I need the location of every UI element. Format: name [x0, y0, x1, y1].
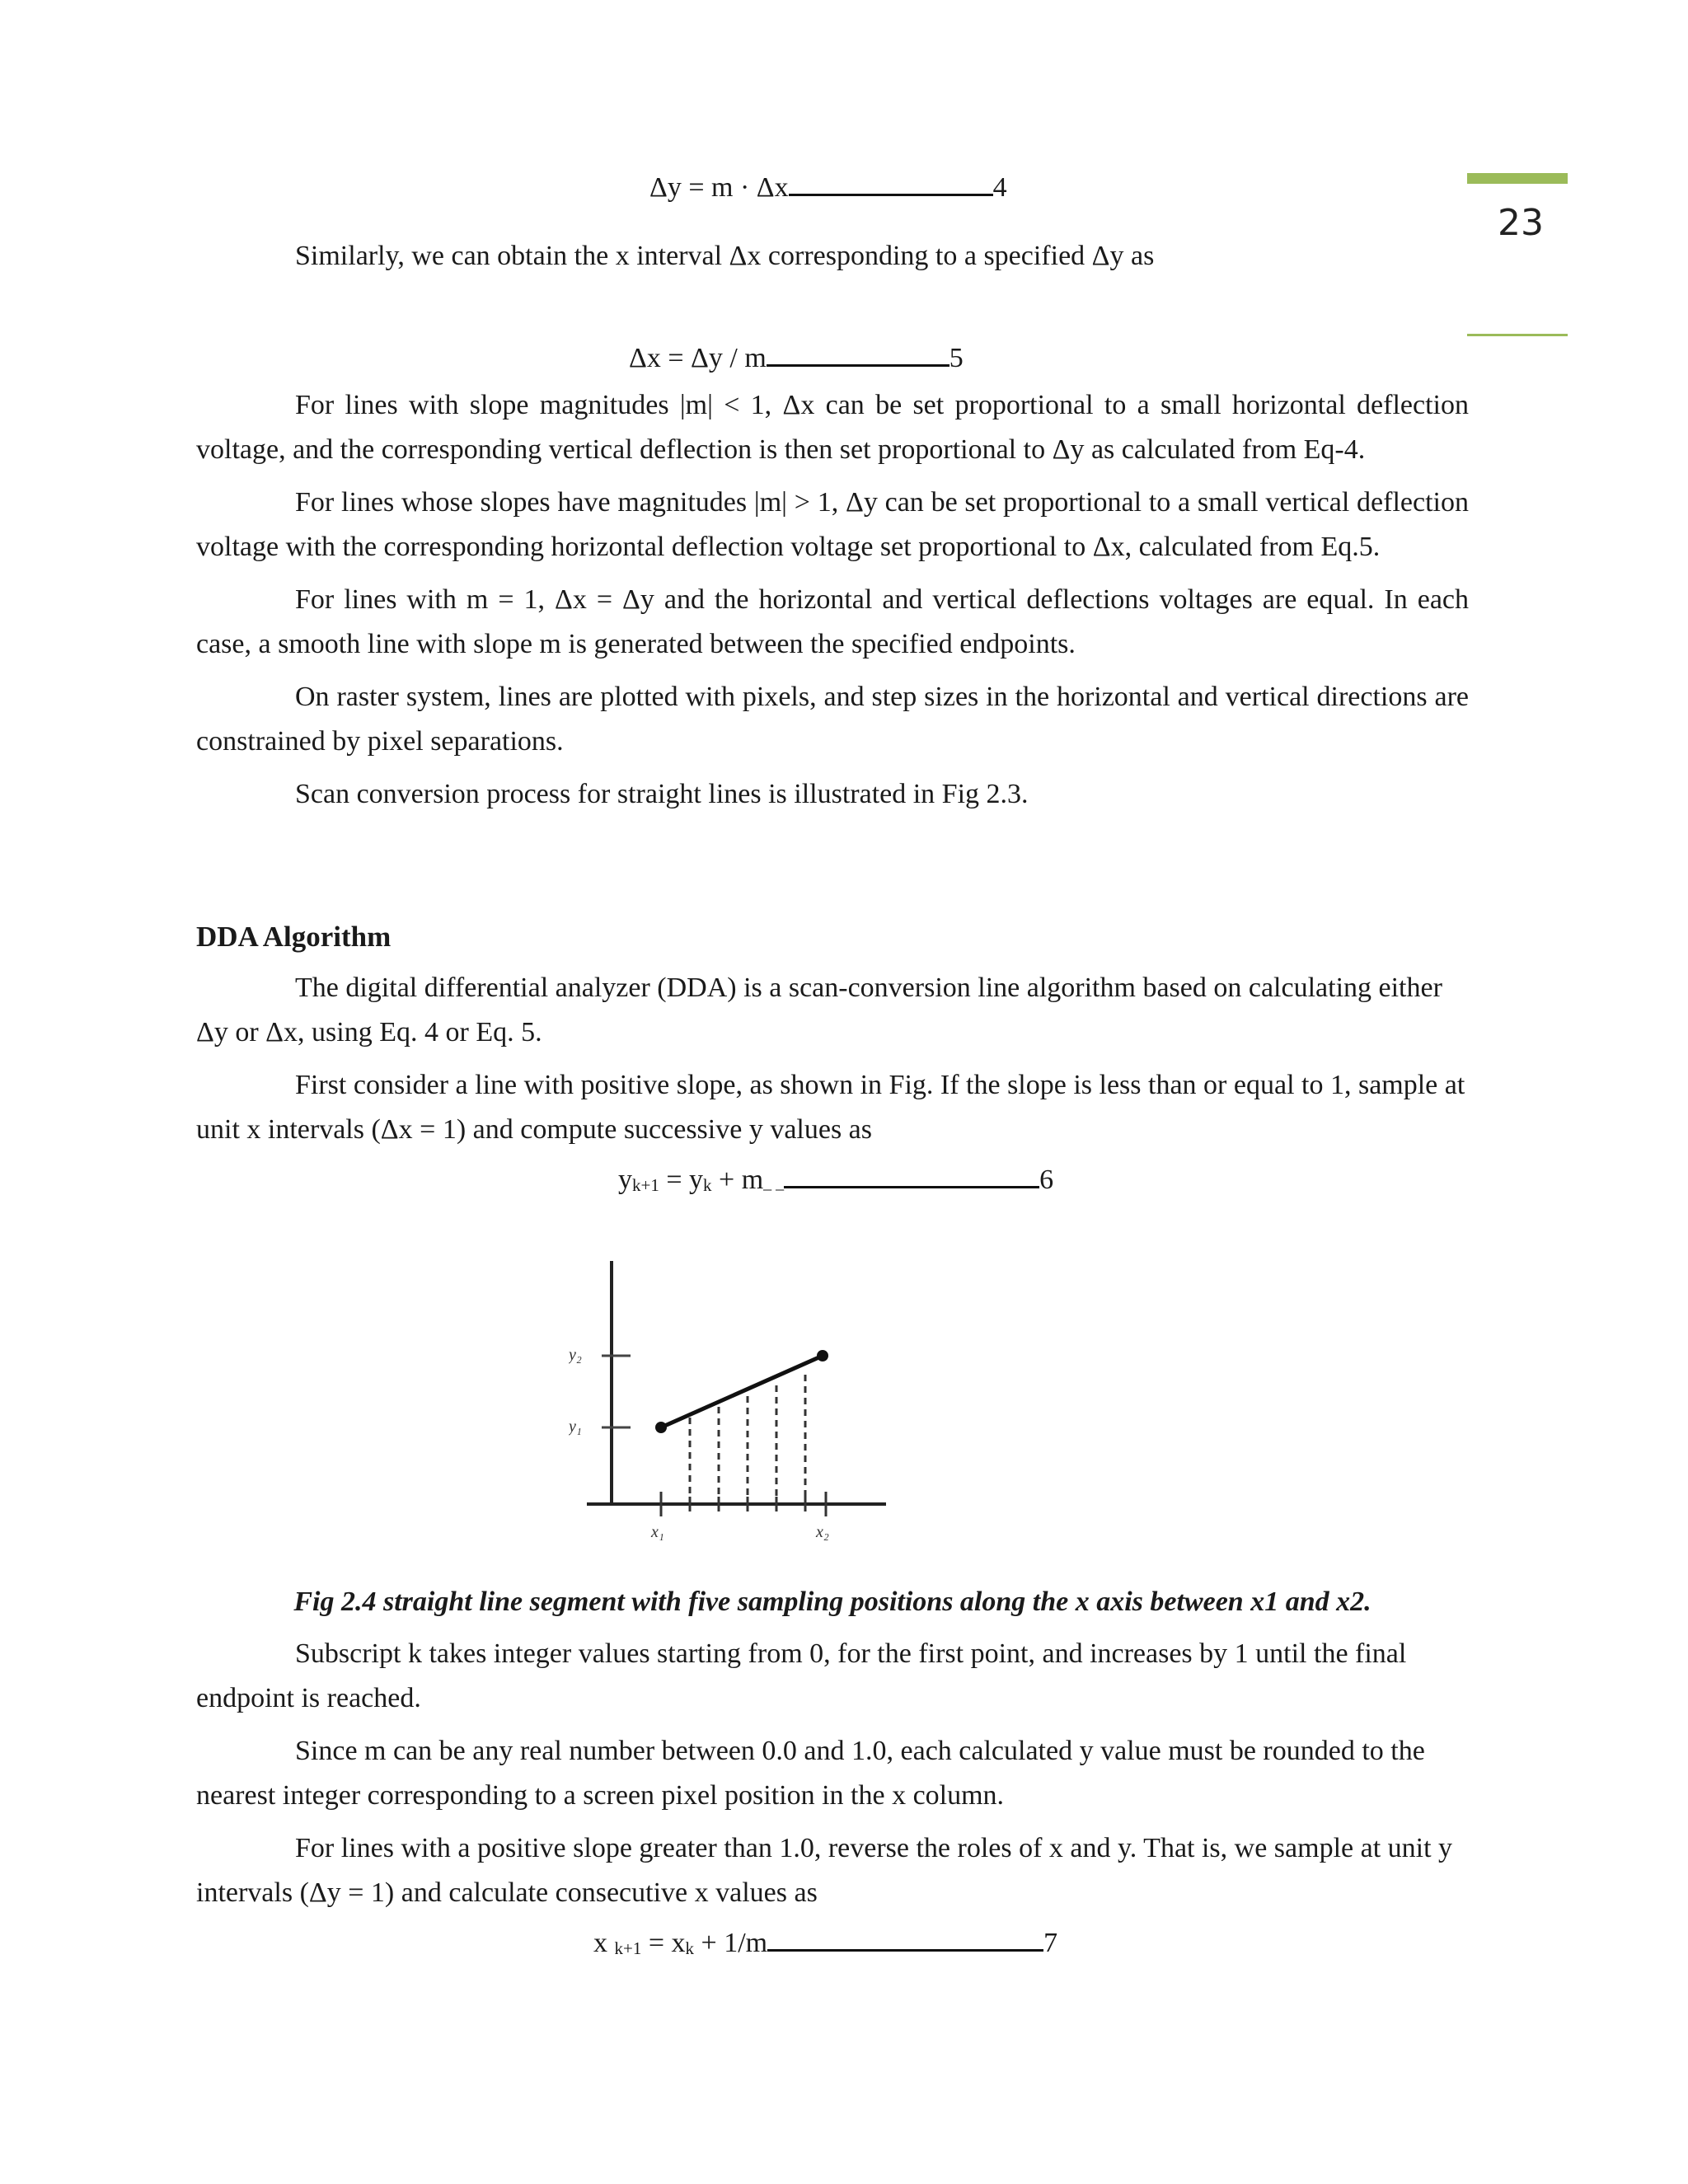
paragraph-small-slope: For lines with slope magnitudes |m| < 1, Δx can be set proportional to a small horizontal deflection voltage, and the corresponding vertical deflection is then set proportional to Δy as calculated from Eq-4. — [196, 390, 1469, 465]
paragraph-raster: On raster system, lines are plotted with pixels, and step sizes in the horizontal and vertical directions are constrained by pixel separations. — [196, 682, 1469, 757]
paragraph-positive-slope: First consider a line with positive slope, as shown in Fig. If the slope is less than or equal to 1, sample at unit x intervals (Δx = 1) and compute successive y values as — [196, 1070, 1465, 1145]
line-segment — [661, 1356, 823, 1427]
label-x2: x₂ — [816, 1523, 829, 1541]
equation-5 — [629, 342, 964, 375]
paragraph-reverse: For lines with a positive slope greater than 1.0, reverse the roles of x and y. That is, we sample at unit y intervals (Δy = 1) and calculate consecutive x values as — [196, 1833, 1453, 1908]
equation-4-expr: Δy = m · Δx — [649, 172, 789, 203]
text-section-3 — [196, 966, 1469, 1152]
label-x1: x₁ — [651, 1523, 664, 1541]
text-section-4 — [196, 1632, 1469, 1915]
header-accent-bar — [1467, 173, 1568, 184]
page-number: 23 — [1498, 202, 1544, 244]
equation-6-dash: _ _ — [763, 1174, 785, 1193]
equation-5-expr: Δx = Δy / m — [629, 343, 767, 373]
paragraph-scan: Scan conversion process for straight lines is illustrated in Fig 2.3. — [295, 779, 1029, 809]
equation-6-rest: + m — [711, 1165, 764, 1195]
paragraph-rounding: Since m can be any real number between 0.0 and 1.0, each calculated y value must be rounded to the nearest integer corresponding to a screen pixel position in the x column. — [196, 1736, 1425, 1811]
equation-7-number: 7 — [1043, 1928, 1058, 1958]
equation-7-var: x — [593, 1928, 615, 1958]
equation-7-equals: = x — [641, 1928, 686, 1958]
start-point — [655, 1422, 667, 1433]
equation-7-subscript: k+1 — [614, 1938, 642, 1958]
text-section-1 — [196, 234, 1469, 279]
equation-rule — [789, 172, 993, 196]
equation-6-number: 6 — [1039, 1165, 1054, 1195]
equation-6 — [618, 1164, 1053, 1202]
paragraph-subscript: Subscript k takes integer values starting from 0, for the first point, and increases by 1 until the final endpoint is reached. — [196, 1638, 1407, 1713]
equation-4-number: 4 — [992, 172, 1007, 203]
paragraph-similarly: Similarly, we can obtain the x interval Δx corresponding to a specified Δy as — [295, 241, 1155, 271]
paragraph-equal-slope: For lines with m = 1, Δx = Δy and the horizontal and vertical deflections voltages are equal. In each case, a smooth line with slope m is generated between the specified endpoints. — [196, 584, 1469, 659]
label-y2: y₂ — [569, 1346, 582, 1364]
equation-6-var: y — [618, 1165, 632, 1195]
equation-7 — [593, 1927, 1057, 1965]
equation-6-subscript-k: k — [703, 1175, 712, 1195]
figure-caption: Fig 2.4 straight line segment with five sampling positions along the x axis between x1 and x2. — [293, 1586, 1372, 1617]
equation-rule — [767, 1928, 1043, 1952]
equation-6-subscript: k+1 — [632, 1175, 659, 1195]
figure-line-segment — [569, 1253, 898, 1549]
end-point — [817, 1350, 828, 1361]
section-heading-dda: DDA Algorithm — [196, 921, 392, 953]
equation-5-number: 5 — [949, 343, 964, 373]
equation-6-equals: = y — [659, 1165, 704, 1195]
equation-7-rest: + 1/m — [694, 1928, 768, 1958]
paragraph-large-slope: For lines whose slopes have magnitudes |m| > 1, Δy can be set proportional to a small vertical deflection voltage with the corresponding horizontal deflection voltage set proportional to Δx, calculated from Eq.5. — [196, 487, 1469, 562]
header-accent-line — [1467, 334, 1568, 336]
paragraph-dda-intro: The digital differential analyzer (DDA) is a scan-conversion line algorithm based on calculating either Δy or Δx, using Eq. 4 or Eq. 5. — [196, 972, 1442, 1047]
text-section-2 — [196, 383, 1469, 817]
equation-rule — [784, 1165, 1039, 1188]
sampling-lines — [690, 1375, 805, 1502]
equation-rule — [767, 343, 950, 367]
label-y1: y₁ — [569, 1418, 582, 1436]
equation-4 — [649, 171, 1007, 204]
equation-7-subscript-k: k — [685, 1938, 695, 1958]
